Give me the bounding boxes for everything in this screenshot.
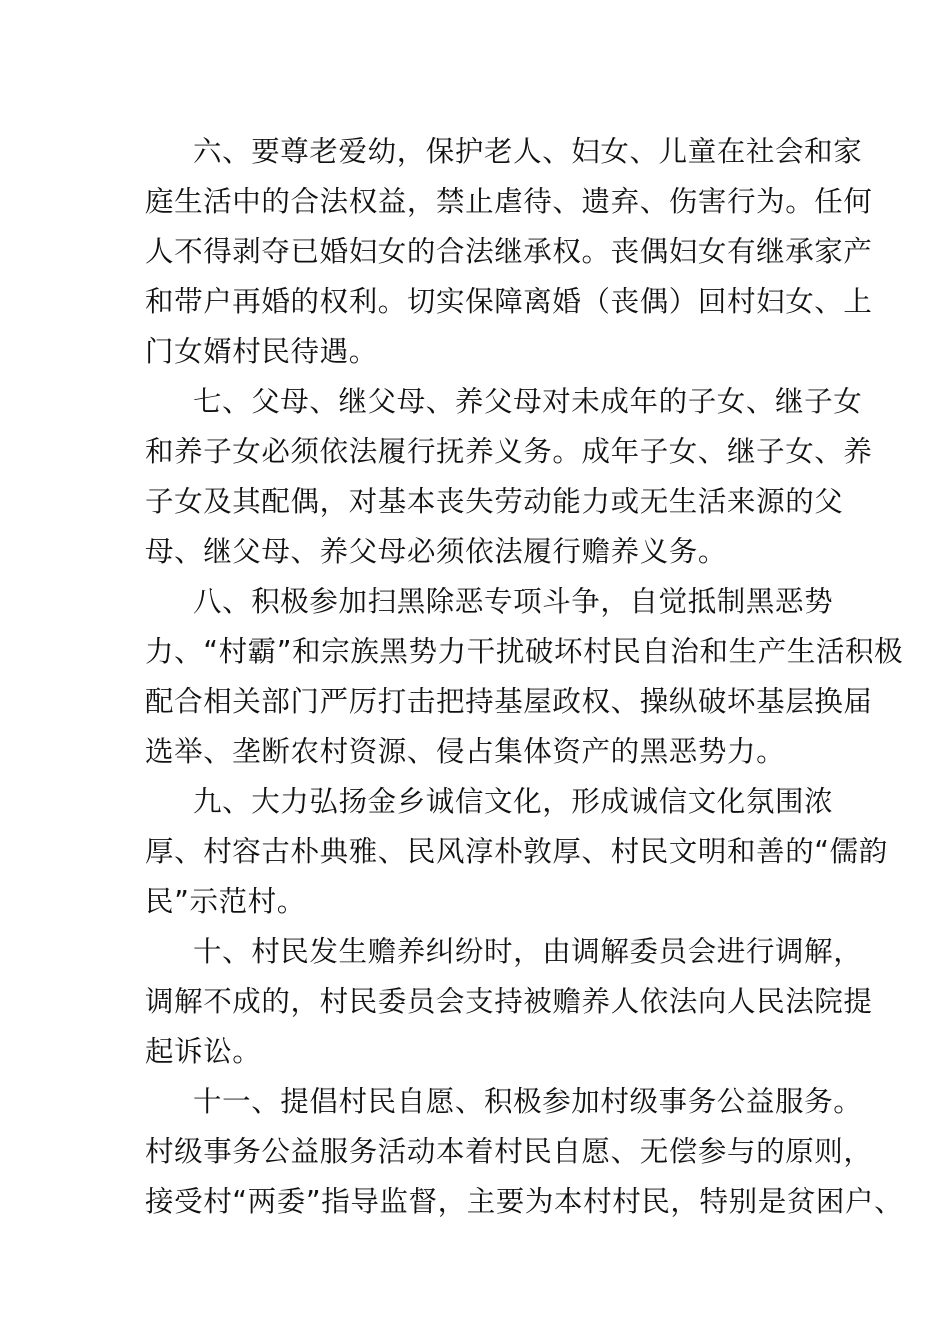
paragraph-8-line-3: 配合相关部门严厉打击把持基屋政权、操纵破坏基层换届 [145, 685, 873, 718]
paragraph-10-line-1: 十、村民发生赡养纠纷时，由调解委员会进行调解， [193, 935, 863, 968]
paragraph-11-line-1: 十一、提倡村民自愿、积极参加村级事务公益服务。 [193, 1085, 863, 1118]
paragraph-8-line-4: 选举、垄断农村资源、侵占集体资产的黑恶势力。 [145, 735, 786, 768]
paragraph-6-line-2: 庭生活中的合法权益，禁止虐待、遗弃、伤害行为。任何 [145, 185, 873, 218]
paragraph-6-line-3: 人不得剥夺已婚妇女的合法继承权。丧偶妇女有继承家产 [145, 235, 873, 268]
paragraph-9-line-2: 厚、村容古朴典雅、民风淳朴敦厚、村民文明和善的“儒韵 [145, 835, 888, 868]
paragraph-6-line-4: 和带户再婚的权利。切实保障离婚（丧偶）回村妇女、上 [145, 285, 873, 318]
paragraph-7-line-3: 子女及其配偶，对基本丧失劳动能力或无生活来源的父 [145, 485, 844, 518]
paragraph-11-line-3: 接受村“两委”指导监督，主要为本村村民，特别是贫困户、 [145, 1185, 904, 1218]
paragraph-7-line-2: 和养子女必须依法履行抚养义务。成年子女、继子女、养 [145, 435, 873, 468]
paragraph-10-line-3: 起诉讼。 [145, 1035, 262, 1068]
paragraph-7-line-4: 母、继父母、养父母必须依法履行赡养义务。 [145, 535, 728, 568]
paragraph-11-line-2: 村级事务公益服务活动本着村民自愿、无偿参与的原则， [145, 1135, 873, 1168]
paragraph-6-line-1: 六、要尊老爱幼，保护老人、妇女、儿童在社会和家 [193, 135, 863, 168]
paragraph-6-line-5: 门女婿村民待遇。 [145, 335, 378, 368]
paragraph-9-line-3: 民”示范村。 [145, 885, 306, 918]
paragraph-10-line-2: 调解不成的，村民委员会支持被赡养人依法向人民法院提 [145, 985, 873, 1018]
paragraph-8-line-2: 力、“村霸”和宗族黑势力干扰破坏村民自治和生产生活积极 [145, 635, 904, 668]
paragraph-8-line-1: 八、积极参加扫黑除恶专项斗争，自觉抵制黑恶势 [193, 585, 834, 618]
paragraph-9-line-1: 九、大力弘扬金乡诚信文化，形成诚信文化氛围浓 [193, 785, 834, 818]
paragraph-7-line-1: 七、父母、继父母、养父母对未成年的子女、继子女 [193, 385, 863, 418]
